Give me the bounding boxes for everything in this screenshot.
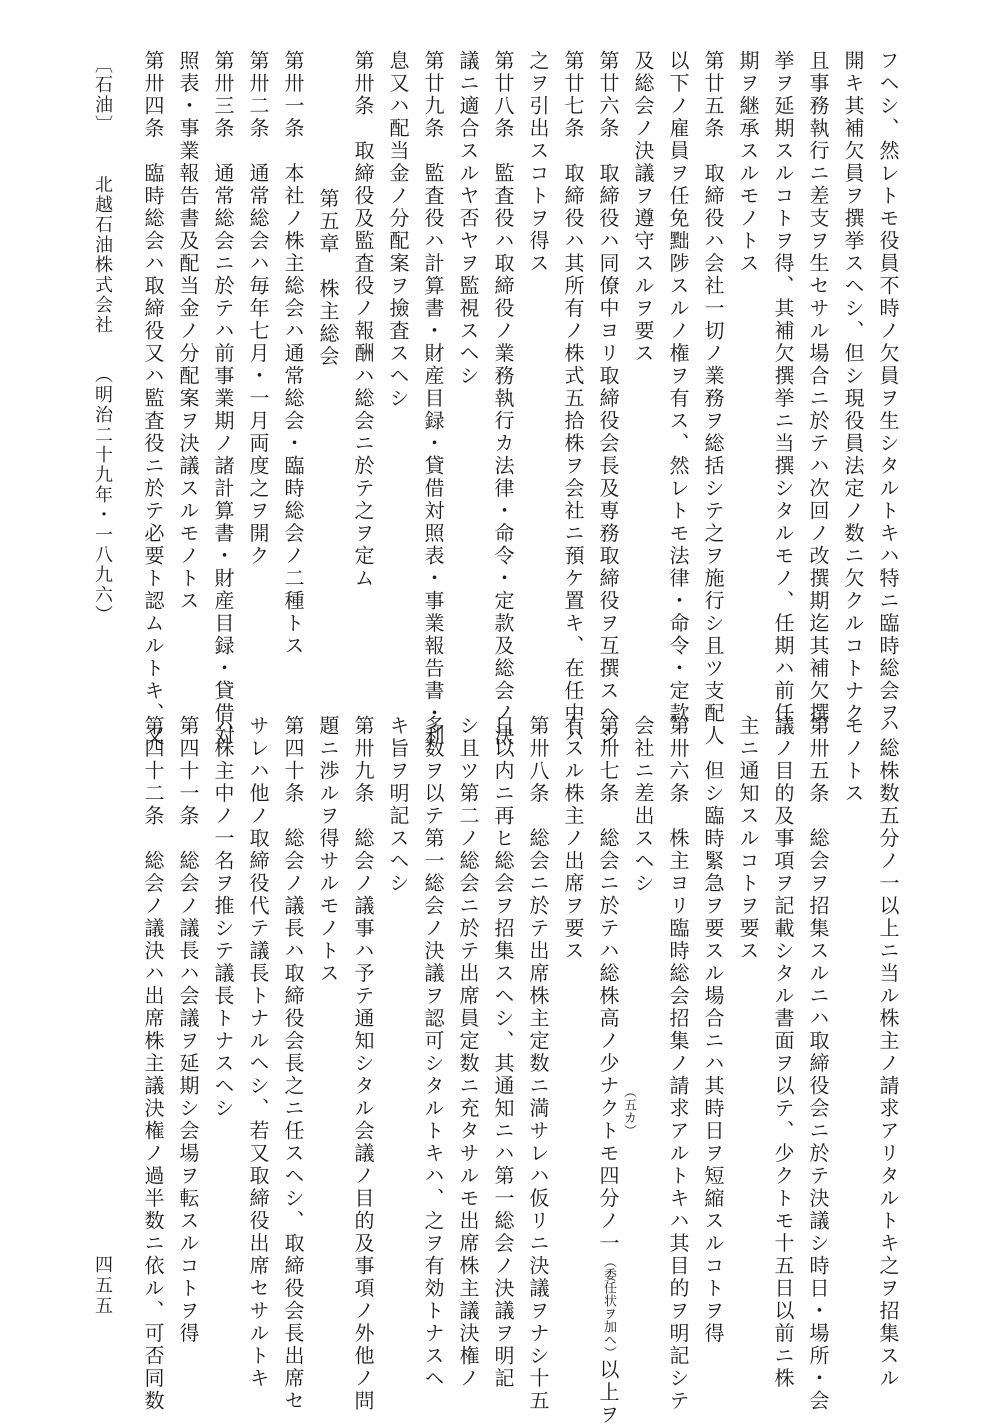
article-line: 第廿七条 取締役ハ其所有ノ株式五拾株ヲ会社ニ預ケ置キ、在任中ハ bbox=[561, 50, 585, 748]
text-line: 会社ニ差出スヘシ bbox=[631, 715, 655, 895]
text-line: 息又ハ配当金ノ分配案ヲ撿査スヘシ bbox=[386, 50, 410, 410]
text-line: ハ株主中ノ一名ヲ推シテ議長トナスヘシ bbox=[211, 715, 235, 1120]
article-line: 第卅九条 総会ノ議事ハ予テ通知シタル会議ノ目的及事項ノ外他ノ問 bbox=[351, 715, 375, 1413]
header-company: 北越石油株式会社 bbox=[92, 175, 113, 335]
article-line: 第廿八条 監査役ハ取締役ノ業務執行カ法律・命令・定款及総会ノ決 bbox=[491, 50, 515, 748]
text-line: 有スル株主ノ出席ヲ要ス bbox=[561, 715, 585, 963]
editorial-note: （五カ） bbox=[621, 1085, 636, 1137]
article-line: 第卅八条 総会ニ於テ出席株主定数ニ満サレハ仮リニ決議ヲナシ十五 bbox=[526, 715, 550, 1413]
article-37-text: 第卅七条 総会ニ於テハ総株高ノ少ナクトモ四分ノ一 bbox=[596, 715, 620, 1255]
article-line: 第卅六条 株主ヨリ臨時総会招集ノ請求アルトキハ其目的ヲ明記シテ bbox=[666, 715, 690, 1413]
article-line: 第四十条 総会ノ議長ハ取締役会長之ニ任スヘシ、取締役会長出席セ bbox=[281, 715, 305, 1413]
text-line: 期ヲ継承スルモノトス bbox=[736, 50, 760, 275]
text-line: 議ノ目的及事項ヲ記載シタル書面ヲ以テ、少クトモ十五日以前ニ株 bbox=[771, 715, 795, 1390]
article-line: 第廿五条 取締役ハ会社一切ノ業務ヲ総括シテ之ヲ施行シ且ツ支配人 bbox=[701, 50, 725, 748]
running-header bbox=[93, 55, 111, 625]
article-line: 第廿九条 監査役ハ計算書・財産目録・貸借対照表・事業報告書・利 bbox=[421, 50, 445, 748]
text-line: 日以内ニ再ヒ総会ヲ招集スヘシ、其通知ニハ第一総会ノ決議ヲ明記 bbox=[491, 715, 515, 1390]
text-line: 多数ヲ以テ第一総会ノ決議ヲ認可シタルトキハ、之ヲ有効トナスヘ bbox=[421, 715, 445, 1390]
article-line: 第四十一条 総会ノ議長ハ会議ヲ延期シ会場ヲ転スルコトヲ得 bbox=[176, 715, 200, 1345]
article-line: 第廿六条 取締役ハ同僚中ヨリ取締役会長及専務取締役ヲ互撰スヘシ bbox=[596, 50, 620, 748]
text-line: 開キ其補欠員ヲ撰挙スヘシ、但シ現役員法定ノ数ニ欠クルコトナク bbox=[841, 50, 865, 725]
text-line: キ旨ヲ明記スヘシ bbox=[386, 715, 410, 895]
text-line: モノトス bbox=[841, 715, 865, 805]
chapter-heading: 第五章 株主総会 bbox=[316, 188, 340, 368]
text-line: 以下ノ雇員ヲ任免黜陟スルノ権ヲ有ス、然レトモ法律・命令・定款 bbox=[666, 50, 690, 725]
page-number: 四五五 bbox=[92, 1255, 113, 1317]
text-line: 挙ヲ延期スルコトヲ得、其補欠撰挙ニ当撰シタルモノ、任期ハ前任 bbox=[771, 50, 795, 725]
text-line: シ且ツ第二ノ総会ニ於テ出席員定数ニ充タサルモ出席株主議決権ノ bbox=[456, 715, 480, 1390]
article-line: 第卅二条 通常総会ハ毎年七月・一月両度之ヲ開ク bbox=[246, 50, 270, 568]
article-line: 第卅条 取締役及監査役ノ報酬ハ総会ニ於テ之ヲ定ム bbox=[351, 50, 375, 590]
text-line: 之ヲ引出スコトヲ得ス bbox=[526, 50, 550, 275]
article-37-tail: 以上ヲ bbox=[596, 1359, 620, 1427]
article-line: 第卅四条 臨時総会ハ取締役又ハ監査役ニ於テ必要ト認ムルトキ、又 bbox=[141, 50, 165, 748]
text-line: ハ総株数五分ノ一以上ニ当ル株主ノ請求アリタルトキ之ヲ招集スル bbox=[876, 715, 900, 1390]
proviso-line: 但シ臨時緊急ヲ要スル場合ニハ其時日ヲ短縮スルコトヲ得 bbox=[701, 760, 725, 1345]
article-line bbox=[598, 715, 618, 1427]
text-line: 議ニ適合スルヤ否ヤヲ監視スヘシ bbox=[456, 50, 480, 388]
article-line: 第卅三条 通常総会ニ於テハ前事業期ノ諸計算書・財産目録・貸借対 bbox=[211, 50, 235, 748]
text-line: 且事務執行ニ差支ヲ生セサル場合ニ於テハ次回ノ改撰期迄其補欠撰 bbox=[806, 50, 830, 725]
editorial-note: （委任状ヲ加ヘ） bbox=[601, 1255, 616, 1359]
text-line: 及総会ノ決議ヲ遵守スルヲ要ス bbox=[631, 50, 655, 365]
article-line: 第卅五条 総会ヲ招集スルニハ取締役会ニ於テ決議シ時日・場所・会 bbox=[806, 715, 830, 1413]
text-line: フヘシ、然レトモ役員不時ノ欠員ヲ生シタルトキハ特ニ臨時総会ヲ bbox=[876, 50, 900, 725]
text-line: 題ニ渉ルヲ得サルモノトス bbox=[316, 715, 340, 985]
text-line: 照表・事業報告書及配当金ノ分配案ヲ決議スルモノトス bbox=[176, 50, 200, 613]
header-date: （明治二十九年・一八九六） bbox=[92, 365, 113, 625]
article-line: 第四十二条 総会ノ議決ハ出席株主議決権ノ過半数ニ依ル、可否同数 bbox=[141, 715, 165, 1413]
text-line: サレハ他ノ取締役代テ議長トナルヘシ、若又取締役出席セサルトキ bbox=[246, 715, 270, 1390]
text-line: 主ニ通知スルコトヲ要ス bbox=[736, 715, 760, 963]
article-line: 第卅一条 本社ノ株主総会ハ通常総会・臨時総会ノ二種トス bbox=[281, 50, 305, 658]
header-category: 〔石油〕 bbox=[92, 55, 113, 135]
